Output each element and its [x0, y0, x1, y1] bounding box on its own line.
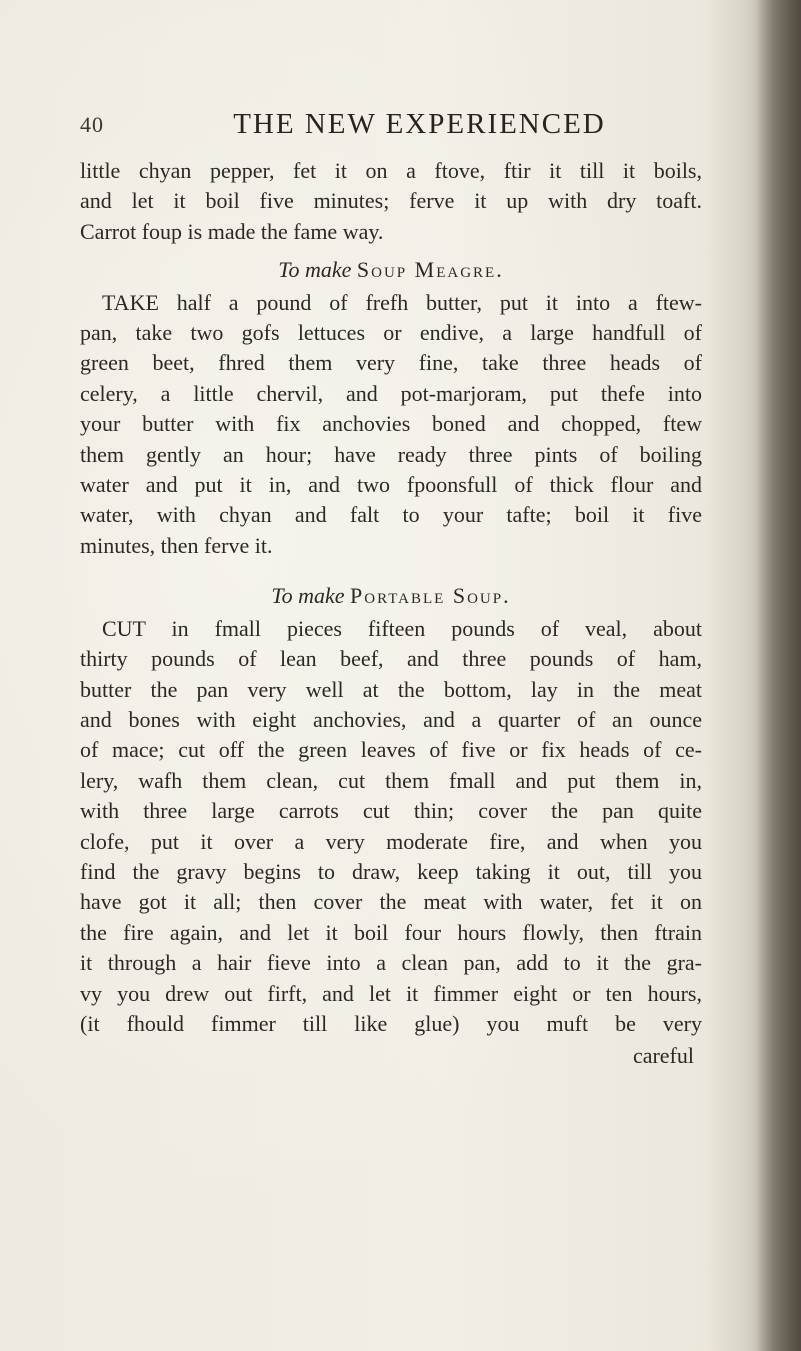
text-line: lery, wafh them clean, cut them fmall and put them in,: [80, 767, 702, 793]
text-line: and bones with eight anchovies, and a quarter of an ounce: [80, 706, 702, 732]
text-line: water and put it in, and two fpoonsfull of thick flour and: [80, 472, 702, 498]
heading-title: Soup Meagre.: [356, 257, 504, 283]
heading-prefix: To make: [271, 583, 345, 609]
heading-title: Portable Soup.: [350, 583, 511, 609]
text-line: of mace; cut off the green leaves of five or fix heads of ce-: [80, 737, 702, 763]
running-head: [0, 108, 801, 141]
text-line: have got it all; then cover the meat with water, fet it on: [80, 889, 702, 915]
text-line: vy you drew out firft, and let it fimmer eight or ten hours,: [80, 980, 702, 1006]
running-head-title: THE NEW EXPERIENCED: [233, 108, 606, 140]
text-line: your butter with fix anchovies boned and chopped, ftew: [80, 411, 702, 437]
text-line: (it fhould fimmer till like glue) you muft be very: [80, 1010, 702, 1036]
text-line: little chyan pepper, fet it on a ftove, ftir it till it boils,: [80, 158, 702, 183]
text-line: it through a hair fieve into a clean pan, add to it the gra-: [80, 950, 702, 976]
recipe-heading-portable-soup: [80, 581, 702, 611]
text-line: with three large carrots cut thin; cover the pan quite: [80, 798, 702, 824]
text-line: them gently an hour; have ready three pints of boiling: [80, 441, 702, 467]
text-line: green beet, fhred them very fine, take three heads of: [80, 350, 702, 376]
text-line: clofe, put it over a very moderate fire, and when you: [80, 828, 702, 854]
text-line: find the gravy begins to draw, keep taking it out, till you: [80, 858, 702, 884]
text-line: CUT in fmall pieces fifteen pounds of veal, about: [102, 615, 702, 641]
text-line: celery, a little chervil, and pot-marjoram, put thefe into: [80, 380, 702, 406]
text-line: water, with chyan and falt to your tafte; boil it five: [80, 502, 702, 528]
page-gutter-shadow: [756, 0, 801, 1351]
text-line: and let it boil five minutes; ferve it up with dry toaft.: [80, 188, 702, 214]
text-line: Carrot foup is made the fame way.: [80, 218, 384, 244]
text-line: TAKE half a pound of frefh butter, put it into a ftew-: [102, 289, 702, 315]
text-line: butter the pan very well at the bottom, lay in the meat: [80, 676, 702, 702]
page-number: 40: [80, 112, 104, 137]
body-text: [80, 156, 702, 1072]
text-line: the fire again, and let it boil four hours flowly, then ftrain: [80, 919, 702, 945]
heading-prefix: To make: [278, 257, 352, 283]
text-line: thirty pounds of lean beef, and three pounds of ham,: [80, 646, 702, 672]
catchword: careful: [632, 1043, 694, 1069]
text-line: pan, take two gofs lettuces or endive, a large handfull of: [80, 320, 702, 346]
recipe-heading-soup-meagre: [80, 255, 702, 285]
text-line: minutes, then ferve it.: [80, 532, 273, 558]
